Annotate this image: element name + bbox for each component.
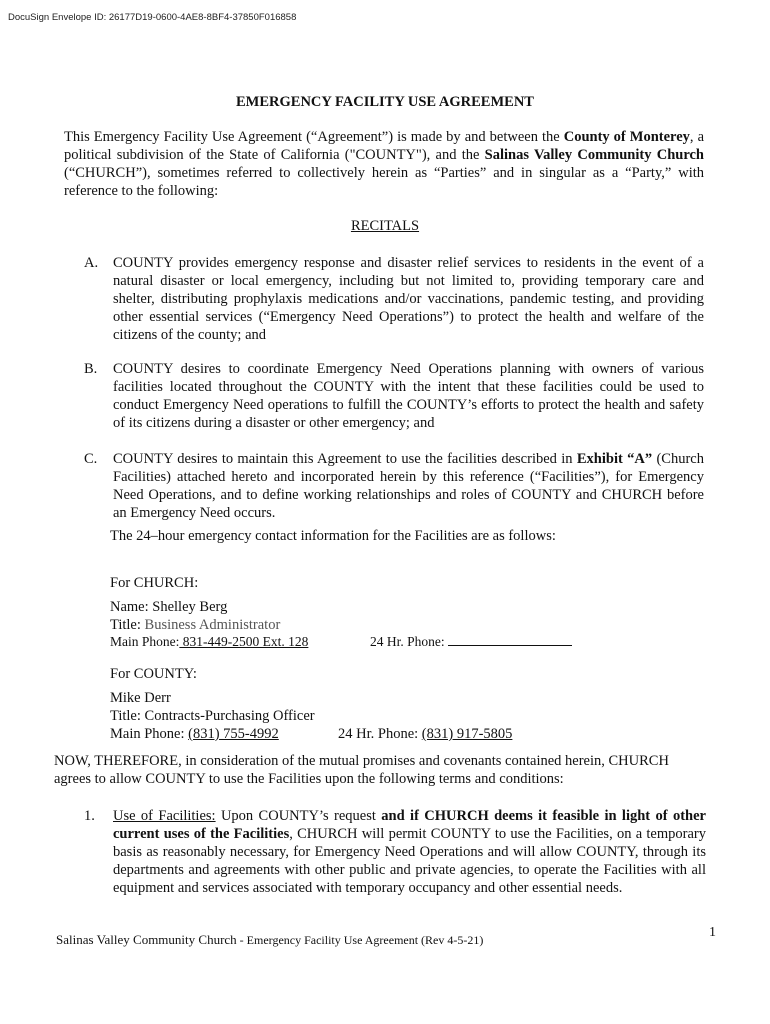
county-contact-heading: For COUNTY: — [110, 666, 197, 682]
church-24hr-phone: 24 Hr. Phone: — [370, 633, 572, 651]
recital-label: A. — [84, 255, 99, 271]
recital-b — [84, 360, 704, 432]
church-contact-name: Name: Shelley Berg — [110, 599, 228, 615]
church-name: Salinas Valley Community Church — [484, 147, 704, 163]
county-name: County of Monterey — [563, 129, 690, 145]
county-contact-name: Mike Derr — [110, 690, 171, 706]
document-title: EMERGENCY FACILITY USE AGREEMENT — [236, 94, 534, 110]
recital-a — [84, 254, 704, 344]
term-1 — [84, 807, 706, 897]
contact-intro: The 24–hour emergency contact information for the Facilities are as follows: — [110, 528, 556, 544]
recital-text: COUNTY desires to maintain this Agreement to use the facilities described in Exhibit “A” (Church Facilities) attached hereto and incorporated herein by this reference (“Facilities”), for Emergency Need Operations, and to define working relationships and roles of COUNTY and CHURCH before an Emergency Need occurs. — [113, 451, 704, 521]
church-main-phone: Main Phone: 831-449-2500 Ext. 128 — [110, 634, 309, 649]
docusign-envelope-id: DocuSign Envelope ID: 26177D19-0600-4AE8-8BF4-37850F016858 — [8, 12, 297, 23]
recital-text: COUNTY desires to coordinate Emergency Need Operations planning with owners of various facilities located throughout the COUNTY with the intent that these facilities could be used to conduct Emergency Need operations to fulfill the COUNTY’s efforts to protect the health and safety of its citizens during a disaster or other emergency; and — [113, 361, 704, 431]
county-24hr-phone: 24 Hr. Phone: (831) 917-5805 — [338, 726, 513, 742]
exhibit-reference: Exhibit “A” — [576, 451, 653, 467]
blank-line — [448, 633, 572, 646]
county-contact-title: Title: Contracts-Purchasing Officer — [110, 708, 315, 724]
page-footer: Salinas Valley Community Church - Emergency Facility Use Agreement (Rev 4-5-21) — [56, 932, 484, 947]
church-contact-heading: For CHURCH: — [110, 575, 199, 591]
recital-c — [84, 450, 704, 522]
intro-paragraph: This Emergency Facility Use Agreement (“Agreement”) is made by and between the County of Monterey, a political subdivision of the State of California ("COUNTY"), and the Salinas Valley Community Church (“CHURCH”), sometimes referred to collectively herein as “Parties” and in singular as a “Party,” with reference to the following: — [64, 129, 705, 199]
page-number: 1 — [709, 925, 716, 940]
term-label: 1. — [84, 808, 95, 824]
now-therefore-paragraph: NOW, THEREFORE, in consideration of the mutual promises and covenants contained herein, CHURCH agrees to allow COUNTY to use the Facilities upon the following terms and conditions: — [54, 753, 669, 787]
recitals-heading: RECITALS — [350, 218, 420, 234]
term-heading: Use of Facilities: — [113, 808, 216, 824]
recital-label: C. — [84, 451, 98, 467]
recital-text: COUNTY provides emergency response and disaster relief services to residents in the event of a natural disaster or local emergency, including but not limited to, providing temporary care and shelter, distributing prophylaxis medications and/or vaccinations, pandemic testing, and providing other essential services (“Emergency Need Operations”) to protect the health and welfare of the citizens of the county; and — [113, 255, 704, 343]
church-contact-title: Title: Business Administrator — [110, 617, 281, 633]
recital-label: B. — [84, 361, 98, 377]
term-text: Use of Facilities: Upon COUNTY’s request and if CHURCH deems it feasible in light of other current uses of the Facilities, CHURCH will permit COUNTY to use the Facilities, on a temporary basis as reasonably necessary, for Emergency Need Operations and will allow COUNTY, through its departments and agreements with other public and private agencies, to operate the Facilities with all equipment and services associated with temporary occupancy and other essential needs. — [113, 808, 706, 896]
county-main-phone: Main Phone: (831) 755-4992 — [110, 726, 279, 742]
